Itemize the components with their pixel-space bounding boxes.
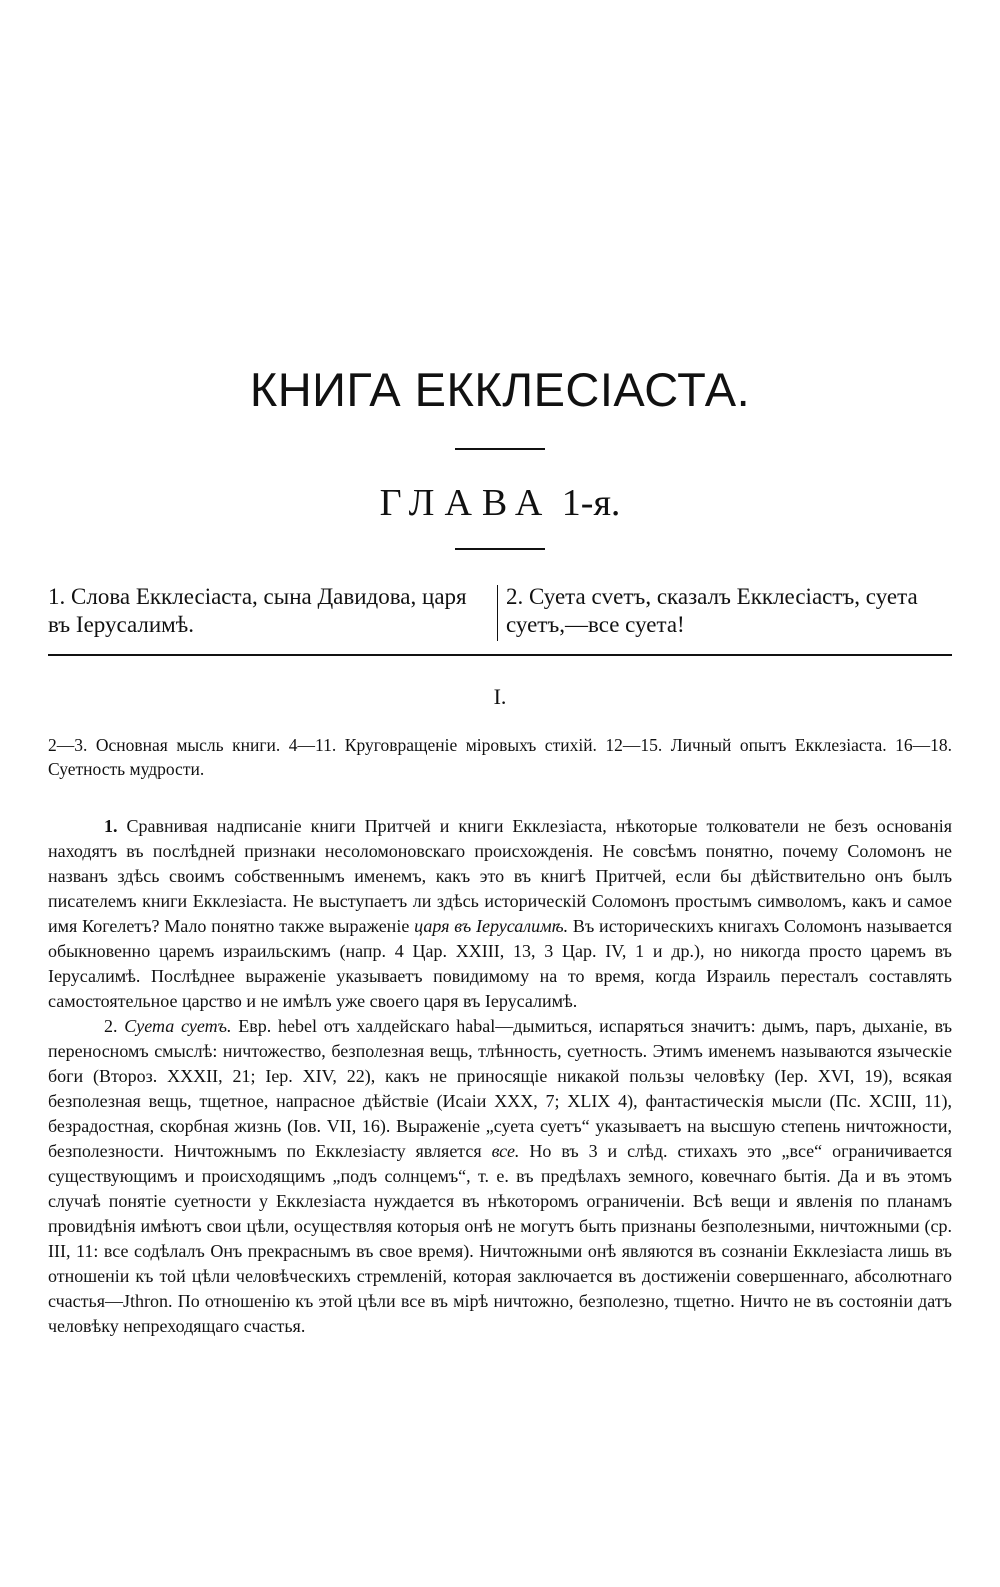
commentary-text: Евр. hebel отъ халдейскаго habal—дымиться, испаряться значитъ: дымъ, паръ, дыханіе, въ переносномъ смыслѣ: ничтожество, безполезная вещь, тлѣнность, суетность. Этимъ именемъ называются языческіе боги (Второз. XXXII, 21; Іер. XIV, 22), какъ не приносящіе никакой пользы человѣку (Іер. XVI, 19), всякая безполезная вещь, тщетное, напрасное дѣйствіе (Исаіи XXX, 7; XLIX 4), фантастическія мысли (Пс. XCIII, 11), безрадостная, скорбная жизнь (Іов. VII, 16). Выраженіе „суета суетъ“ указываетъ на высшую степень ничтожности, безполезности. Ничтожнымъ по Екклезіасту является xyxy=(48,1016,953,1161)
chapter-divider xyxy=(455,548,545,550)
commentary-paragraph-2 xyxy=(48,1014,952,1339)
chapter-word: ГЛАВА xyxy=(379,482,553,524)
section-number: I. xyxy=(493,684,507,709)
chapter-title xyxy=(0,478,1000,528)
commentary-text: Но въ 3 и слѣд. стихахъ это „все“ ограничивается существующимъ и происходящимъ „подъ солнцемъ“, т. е. въ предѣлахъ земного, ковечнаго бытія. Да и въ этомъ случаѣ понятіе суетности у Екклезіаста нуждается въ нѣкоторомъ ограниченіи. Всѣ вещи и явленія по планамъ провидѣнія имѣютъ свои цѣли, осуществляя которыя онѣ не могутъ быть признаны безполезными, ничтожными (ср. III, 11: все содѣлалъ Онъ прекраснымъ въ свое время). Ничтожными онѣ являются въ сознаніи Екклезіаста лишь въ отношеніи къ той цѣли человѣческихъ стремленій, которая заключается въ достиженіи совершеннаго, абсолютнаго счастья—Jthron. По отношенію къ этой цѣли все въ мірѣ ничтожно, безполезно, тщетно. Ничто не въ состояніи датъ человѣку непреходящаго счастья. xyxy=(48,1141,952,1336)
verse-2: 2. Суета сvетъ, сказалъ Екклесіастъ, суета суетъ,—все суета! xyxy=(506,584,918,637)
chapter-number: 1-я. xyxy=(561,482,621,524)
section-summary: 2—3. Основная мысль книги. 4—11. Круговращеніе міровыхъ стихій. 12—15. Личный опытъ Екклезіаста. 16—18. Суетность мудрости. xyxy=(48,735,952,779)
verses-rule xyxy=(48,654,952,656)
verse-number: 2. xyxy=(104,1016,118,1036)
commentary-text: Въ историческихъ книгахъ Соломонъ называется обыкновенно царемъ израильскимъ (напр. 4 Цар. XXIII, 13, 3 Цар. IV, 1 и др.), но никогда просто царемъ въ Іерусалимѣ. Послѣднее выраженіе указываетъ повидимому на то время, когда Израиль пересталъ составлять самостоятельное царство и не имѣлъ уже своего царя въ Іерусалимѣ. xyxy=(48,916,953,1011)
commentary xyxy=(48,814,952,1339)
commentary-text: Сравнивая надписаніе книги Притчей и книги Екклезіаста, нѣкоторые толкователи не безъ основанія находятъ въ послѣдней признаки несоломоновскаго происхожденія. Не совсѣмъ понятно, почему Соломонъ не названъ здѣсь своимъ собственнымъ именемъ, какъ это въ книгѣ Притчей, если бы дѣйствительно онъ былъ писателемъ книги Екклезіаста. Не выступаетъ ли здѣсь историческій Соломонъ простымъ символомъ, какъ и самое имя Когелетъ? Мало понятно также выраженіе xyxy=(48,816,952,936)
verse-number: 1. xyxy=(104,816,118,836)
scripture-verses xyxy=(48,583,952,653)
commentary-italic: царя въ Іерусалимѣ. xyxy=(414,916,569,936)
book-title: КНИГА ЕККЛЕСІАСТА. xyxy=(249,363,751,416)
column-divider xyxy=(497,585,498,641)
commentary-paragraph-1 xyxy=(48,814,952,1014)
verse-1: 1. Слова Екклесіаста, сына Давидова, царя въ Іерусалимѣ. xyxy=(48,584,467,637)
commentary-italic: все. xyxy=(491,1141,520,1161)
commentary-italic: Суета суетъ. xyxy=(117,1016,232,1036)
title-divider xyxy=(455,448,545,450)
